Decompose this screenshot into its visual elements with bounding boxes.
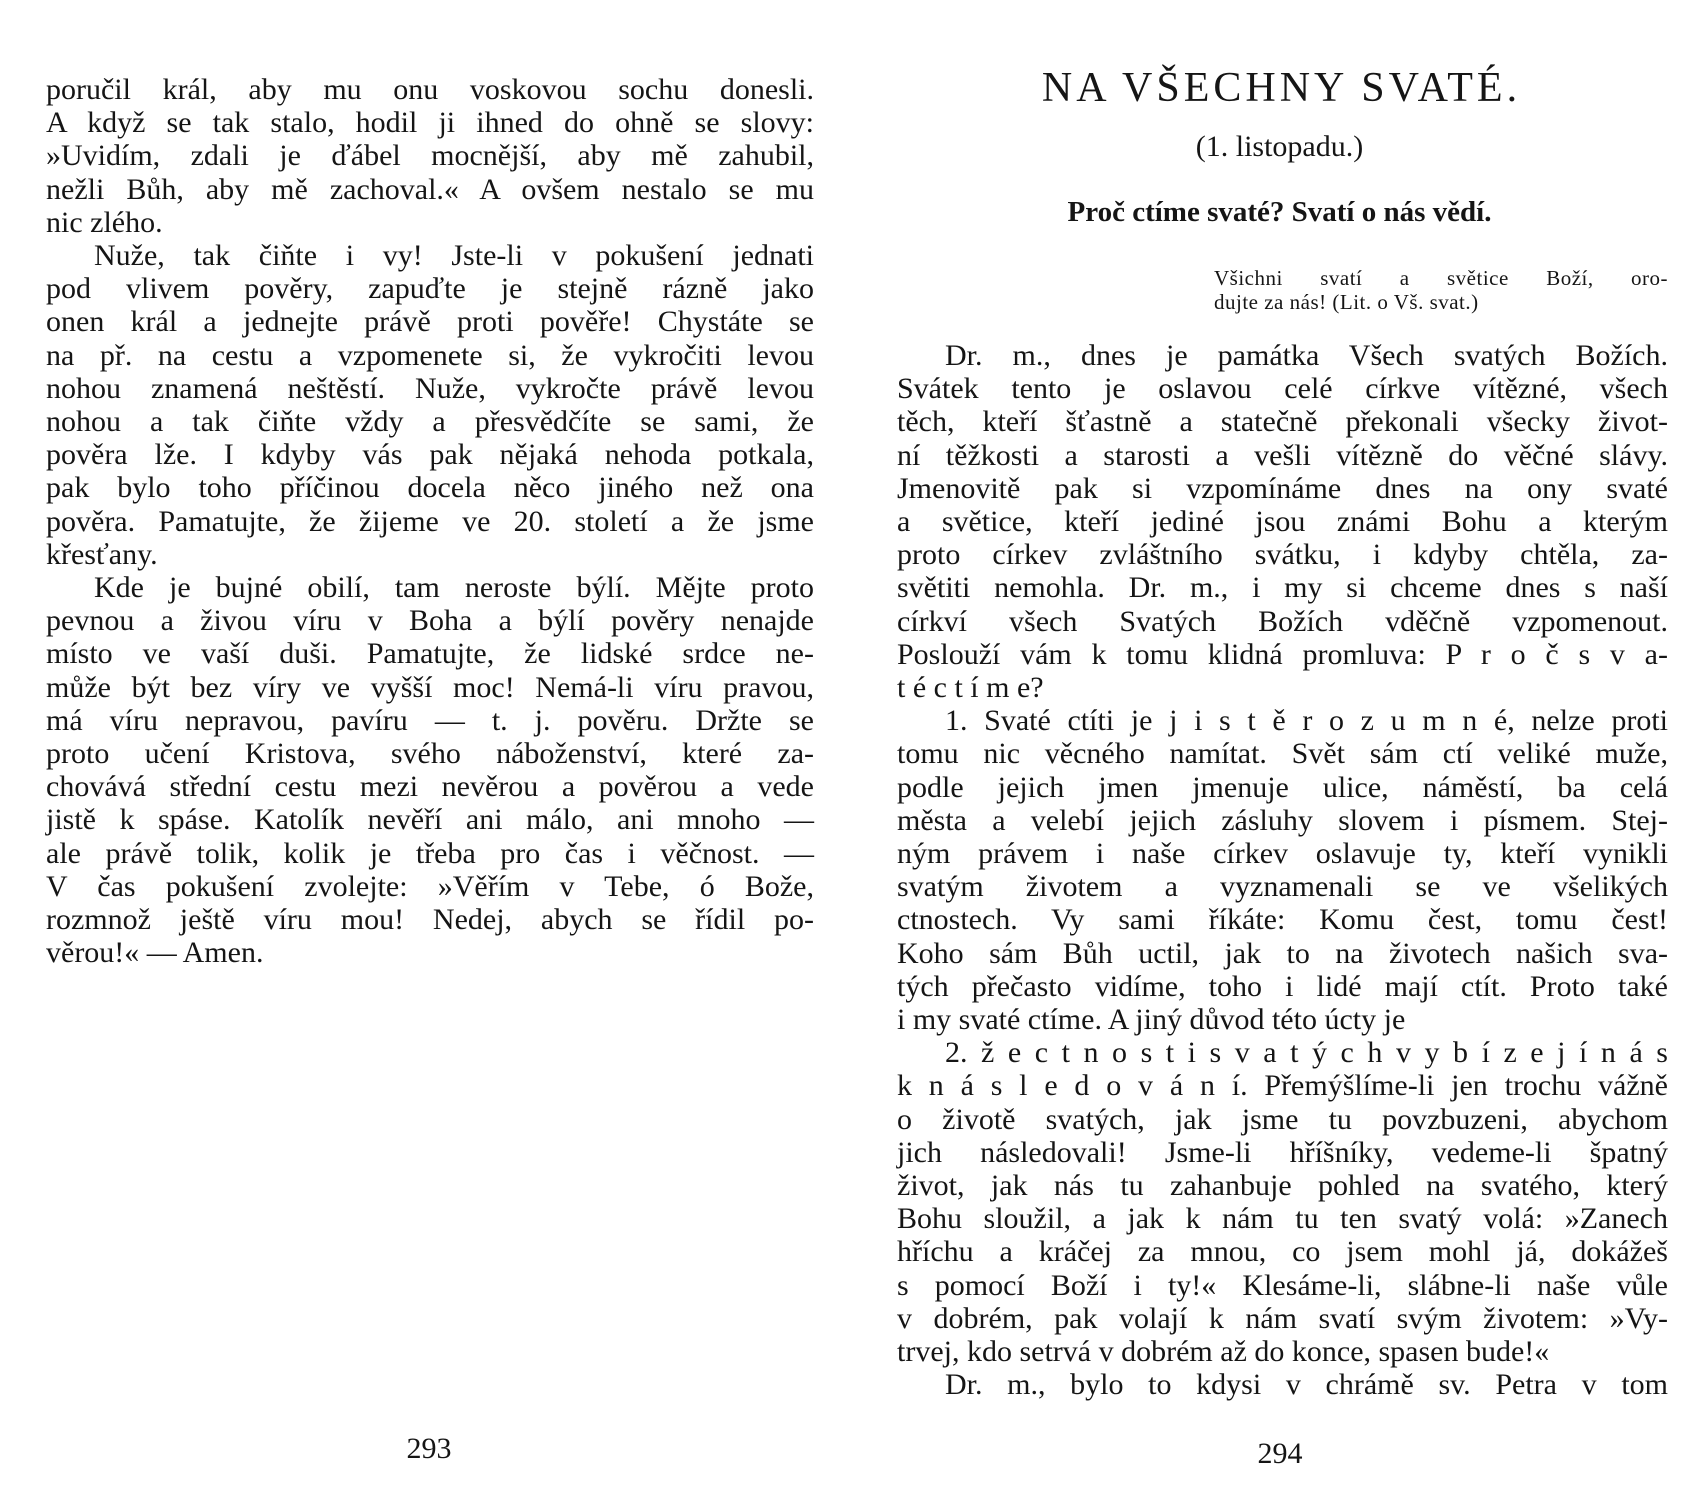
text-line: nežli Bůh, aby mě zachoval.« A ovšem nestalo se mu [46,172,814,206]
paragraph [897,1036,1668,1368]
text-line: »Uvidím, zdali je ďábel mocnější, aby mě zahubil, [46,139,814,173]
epigraph-line: Všichni svatí a světice Boží, oro- [1214,266,1668,290]
paragraph [46,571,814,969]
paragraph [897,704,1668,1036]
paragraph [897,339,1668,704]
text-line: svatým životem a vyznamenali se ve všelikých [897,870,1668,904]
text-line: místo ve vaší duši. Pamatujte, že lidské srdce ne- [46,637,814,671]
text-line: ným právem i naše církev oslavuje ty, kteří vynikli [897,837,1668,871]
text-line: chovává střední cestu mezi nevěrou a pověrou a vede [46,770,814,804]
text-line: poručil král, aby mu onu voskovou sochu donesli. [46,73,814,106]
text-line: věrou!« — Amen. [46,936,264,970]
text-line: ní těžkosti a starosti a vešli vítězně do věčné slávy. [897,438,1668,472]
text-line: s pomocí Boží i ty!« Klesáme-li, slábne-li naše vůle [897,1268,1668,1302]
text-line: na př. na cestu a vzpomenete si, že vykročiti levou [46,338,814,372]
text-line: Jmenovitě pak si vzpomínáme dnes na ony svaté [897,471,1668,505]
text-line: Koho sám Bůh uctil, jak to na životech našich sva- [897,936,1668,970]
chapter-date: (1. listopadu.) [1195,130,1364,163]
text-line: podle jejich jmen jmenuje ulice, náměstí, ba celá [897,770,1668,804]
text-line: i my svaté ctíme. A jiný důvod této úcty je [897,1003,1406,1037]
text-line: v dobrém, pak volají k nám svatí svým životem: »Vy- [897,1301,1668,1335]
paragraph [46,239,814,571]
right-page [853,0,1706,1500]
text-line: k n á s l e d o v á n í. Přemýšlíme-li jen trochu vážně [897,1069,1668,1103]
text-line: křesťany. [46,537,158,571]
text-line: 2. ž e c t n o s t i s v a t ý c h v y b í z e j í n á s [945,1036,1668,1070]
text-line: život, jak nás tu zahanbuje pohled na svatého, který [897,1169,1668,1203]
text-line: Nuže, tak čiňte i vy! Jste-li v pokušení jednati [94,239,814,273]
text-line: jistě k spáse. Katolík nevěří ani málo, ani mnoho — [46,803,814,837]
text-line: tomu nic věcného namítat. Svět sám ctí veliké muže, [897,737,1668,771]
text-line: Poslouží vám k tomu klidná promluva: P r o č s v a- [897,637,1668,671]
text-line: pak bylo toho příčinou docela něco jiného než ona [46,471,814,505]
text-line: onen král a jednejte právě proti pověře! Chystáte se [46,305,814,339]
text-line: ctnostech. Vy sami říkáte: Komu čest, tomu čest! [897,903,1668,937]
text-line: proto církev zvláštního svátku, i kdyby chtěla, za- [897,538,1668,572]
right-page-body [897,339,1668,1402]
page-number-right: 294 [1257,1437,1303,1470]
text-line: Dr. m., dnes je památka Všech svatých Božích. [945,339,1668,372]
chapter-subtitle: Proč ctíme svaté? Svatí o nás vědí. [1067,196,1492,228]
text-line: jich následovali! Jsme-li hříšníky, vedeme-li špatný [897,1135,1668,1169]
text-line: Kde je bujné obilí, tam neroste býlí. Mějte proto [94,571,814,605]
text-line: světiti nemohla. Dr. m., i my si chceme dnes s naší [897,571,1668,605]
epigraph-line: dujte za nás! (Lit. o Vš. svat.) [1214,290,1479,314]
text-line: Bohu sloužil, a jak k nám tu ten svatý volá: »Zanech [897,1202,1668,1236]
text-line: ale právě tolik, kolik je třeba pro čas i věčnost. — [46,836,814,870]
text-line: může být bez víry ve vyšší moc! Nemá-li víru pravou, [46,670,814,704]
text-line: proto učení Kristova, svého náboženství, které za- [46,737,814,771]
epigraph [1214,266,1668,314]
paragraph [897,1368,1668,1401]
text-line: hříchu a kráčej za mnou, co jsem mohl já, dokážeš [897,1235,1668,1269]
text-line: církví všech Svatých Božích vděčně vzpomenout. [897,604,1668,638]
text-line: pověra. Pamatujte, že žijeme ve 20. století a že jsme [46,504,814,538]
chapter-title: NA VŠECHNY SVATÉ. [1041,65,1522,111]
text-line: Svátek tento je oslavou celé církve vítězné, všech [897,372,1668,406]
text-line: nohou a tak čiňte vždy a přesvědčíte se sami, že [46,405,814,439]
text-line: A když se tak stalo, hodil ji ihned do ohně se slovy: [46,106,814,140]
text-line: nohou znamená neštěstí. Nuže, vykročte právě levou [46,371,814,405]
text-line: tých přečasto vidíme, toho i lidé mají ctít. Proto také [897,969,1668,1003]
text-line: pod vlivem pověry, zapuďte je stejně rázně jako [46,272,814,306]
left-page-body [46,73,814,969]
text-line: těch, kteří šťastně a statečně překonali všecky život- [897,405,1668,439]
text-line: t é c t í m e? [897,671,1044,705]
text-line: rozmnož ještě víru mou! Nedej, abych se řídil po- [46,903,814,937]
text-line: Dr. m., bylo to kdysi v chrámě sv. Petra v tom [945,1368,1668,1402]
page-number-left: 293 [406,1432,452,1465]
text-line: V čas pokušení zvolejte: »Věřím v Tebe, ó Bože, [46,869,814,903]
text-line: trvej, kdo setrvá v dobrém až do konce, spasen bude!« [897,1335,1550,1369]
text-line: města a velebí jejich zásluhy slovem i písmem. Stej- [897,803,1668,837]
text-line: pevnou a živou víru v Boha a býlí pověry nenajde [46,604,814,638]
text-line: 1. Svaté ctíti je j i s t ě r o z u m n é, nelze proti [945,704,1668,738]
paragraph [46,73,814,239]
text-line: pověra lže. I kdyby vás pak nějaká nehoda potkala, [46,438,814,472]
text-line: má víru nepravou, pavíru — t. j. pověru. Držte se [46,703,814,737]
text-line: o životě svatých, jak jsme tu povzbuzeni, abychom [897,1102,1668,1136]
text-line: nic zlého. [46,205,163,239]
text-line: a světice, kteří jediné jsou známi Bohu a kterým [897,505,1668,539]
